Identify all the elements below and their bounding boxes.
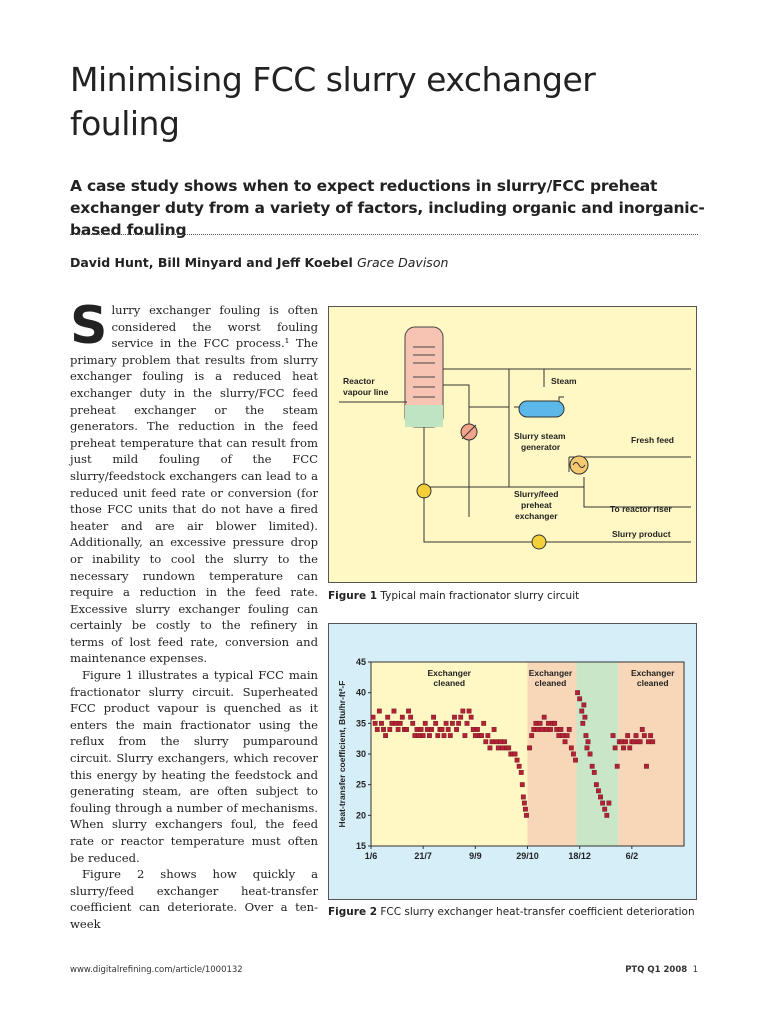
data-point xyxy=(590,764,594,768)
data-point xyxy=(540,727,544,731)
data-point xyxy=(571,752,575,756)
fractionator-liquid xyxy=(405,405,443,427)
data-point xyxy=(492,727,496,731)
data-point xyxy=(471,727,475,731)
data-point xyxy=(611,733,615,737)
pump-icon xyxy=(532,535,546,549)
data-point xyxy=(454,727,458,731)
data-point xyxy=(577,697,581,701)
data-point xyxy=(436,733,440,737)
data-point xyxy=(644,764,648,768)
data-point xyxy=(486,733,490,737)
data-point xyxy=(519,770,523,774)
data-point xyxy=(446,727,450,731)
data-point xyxy=(619,740,623,744)
data-point xyxy=(381,727,385,731)
data-point xyxy=(534,721,538,725)
annotation-exchanger-cleaned: Exchanger xyxy=(427,668,471,678)
data-point xyxy=(573,758,577,762)
annotation-exchanger-cleaned: cleaned xyxy=(534,678,567,688)
x-tick-label: 21/7 xyxy=(414,851,432,861)
data-point xyxy=(406,709,410,713)
data-point xyxy=(584,733,588,737)
data-point xyxy=(473,733,477,737)
affiliation: Grace Davison xyxy=(357,255,449,270)
data-point xyxy=(581,721,585,725)
data-point xyxy=(623,740,627,744)
label-preheat: preheat xyxy=(521,500,552,510)
annotation-exchanger-cleaned: cleaned xyxy=(636,678,669,688)
data-point xyxy=(463,733,467,737)
data-point xyxy=(548,727,552,731)
data-point xyxy=(404,727,408,731)
data-point xyxy=(396,727,400,731)
annotation-exchanger-cleaned: Exchanger xyxy=(528,668,573,678)
data-point xyxy=(467,709,471,713)
steam-generator-icon xyxy=(519,401,564,417)
shaded-region xyxy=(577,662,619,846)
divider xyxy=(70,234,698,235)
data-point xyxy=(415,727,419,731)
data-point xyxy=(379,721,383,725)
data-point xyxy=(646,740,650,744)
data-point xyxy=(417,733,421,737)
data-point xyxy=(536,727,540,731)
data-point xyxy=(632,740,636,744)
label-fresh-feed: Fresh feed xyxy=(631,435,674,445)
data-point xyxy=(575,690,579,694)
data-point xyxy=(481,721,485,725)
data-point xyxy=(385,715,389,719)
data-point xyxy=(515,758,519,762)
heat-transfer-chart xyxy=(329,624,696,899)
x-tick-label: 1/6 xyxy=(364,851,378,861)
data-point xyxy=(532,727,536,731)
data-point xyxy=(479,733,483,737)
data-point xyxy=(642,733,646,737)
data-point xyxy=(521,795,525,799)
data-point xyxy=(494,740,498,744)
data-point xyxy=(605,813,609,817)
data-point xyxy=(371,715,375,719)
data-point xyxy=(425,727,429,731)
authors: David Hunt, Bill Minyard and Jeff Koebel xyxy=(70,255,353,270)
data-point xyxy=(592,770,596,774)
data-point xyxy=(513,752,517,756)
paragraph-1: Slurry exchanger fouling is often considered the worst fouling service in the FCC process.¹ The primary problem that results from slurry exchanger fouling is a reduced heat exchanger duty in the slurry/FCC feed preheat exchanger or the steam generators. The reduction in the feed preheat temperature that can result from just mild fouling of the FCC slurry/feedstock exchangers can lead to a reduced unit feed rate or conversion (for those FCC units that do not have a fired heater and are air blower limited). Additionally, an excessive pressure drop or inability to cool the slurry to the necessary rundown temperature can require a reduction in the feed rate. Excessive slurry exchanger fouling can certainly be costly to the refinery in terms of lost feed rate, conversion and maintenance expenses. xyxy=(70,296,318,666)
data-point xyxy=(542,715,546,719)
data-point xyxy=(465,721,469,725)
author-line xyxy=(70,255,448,270)
data-point xyxy=(452,715,456,719)
data-point xyxy=(546,721,550,725)
y-tick-label: 30 xyxy=(355,749,366,759)
data-point xyxy=(628,746,632,750)
data-point xyxy=(388,727,392,731)
figure-2-caption: Figure 2 FCC slurry exchanger heat-transfer coefficient deterioration xyxy=(328,906,695,918)
data-point xyxy=(567,727,571,731)
data-point xyxy=(613,746,617,750)
data-point xyxy=(373,721,377,725)
y-tick-label: 40 xyxy=(355,687,366,698)
data-point xyxy=(413,733,417,737)
data-point xyxy=(421,733,425,737)
data-point xyxy=(555,727,559,731)
data-point xyxy=(569,746,573,750)
x-tick-label: 9/9 xyxy=(469,851,482,861)
data-point xyxy=(456,721,460,725)
data-point xyxy=(634,733,638,737)
data-point xyxy=(444,721,448,725)
x-tick-label: 6/2 xyxy=(625,851,639,861)
data-point xyxy=(423,721,427,725)
data-point xyxy=(596,789,600,793)
data-point xyxy=(408,715,412,719)
article-body xyxy=(70,296,318,933)
paragraph-3: Figure 2 shows how quickly a slurry/feed exchanger heat-transfer coefficient can deteriorate. Over a ten-week xyxy=(70,867,318,931)
data-point xyxy=(600,801,604,805)
data-point xyxy=(475,727,479,731)
y-axis-label: Heat-transfer coefficient, Btu/hr-ft²-F xyxy=(337,680,347,828)
data-point xyxy=(427,733,431,737)
label-reactor: Reactor xyxy=(343,376,375,386)
data-point xyxy=(561,733,565,737)
data-point xyxy=(419,727,423,731)
data-point xyxy=(563,740,567,744)
data-point xyxy=(582,703,586,707)
data-point xyxy=(648,733,652,737)
data-point xyxy=(431,715,435,719)
data-point xyxy=(588,752,592,756)
label-slurry-steam: Slurry steam xyxy=(514,431,566,441)
y-tick-label: 25 xyxy=(355,779,366,790)
data-point xyxy=(557,733,561,737)
article-title: Minimising FCC slurry exchanger fouling xyxy=(70,60,596,143)
data-point xyxy=(490,740,494,744)
data-point xyxy=(527,746,531,750)
data-point xyxy=(529,733,533,737)
data-point xyxy=(461,709,465,713)
data-point xyxy=(507,746,511,750)
data-point xyxy=(524,813,528,817)
x-tick-label: 29/10 xyxy=(516,851,539,861)
figure-1-caption: Figure 1 Typical main fractionator slurry circuit xyxy=(328,590,580,602)
shaded-region xyxy=(618,662,684,846)
article-subtitle: A case study shows when to expect reductions in slurry/FCC preheat exchanger duty from a variety of factors, including organic and inorganic-based fouling xyxy=(70,177,705,239)
data-point xyxy=(433,721,437,725)
label-to-reactor-riser: To reactor riser xyxy=(610,504,672,514)
label-slurry-product: Slurry product xyxy=(612,529,671,539)
data-point xyxy=(392,709,396,713)
data-point xyxy=(411,721,415,725)
data-point xyxy=(598,795,602,799)
annotation-exchanger-cleaned: cleaned xyxy=(433,678,466,688)
data-point xyxy=(500,746,504,750)
footer-url[interactable]: www.digitalrefining.com/article/1000132 xyxy=(70,965,243,975)
data-point xyxy=(484,740,488,744)
y-tick-label: 45 xyxy=(355,657,366,667)
data-point xyxy=(394,721,398,725)
figure-2-chart xyxy=(328,623,697,900)
label-slurry-feed: Slurry/feed xyxy=(514,489,559,499)
data-point xyxy=(640,727,644,731)
y-tick-label: 20 xyxy=(355,810,366,821)
data-point xyxy=(469,715,473,719)
footer-issue: PTQ Q1 2008 1 xyxy=(625,965,698,975)
data-point xyxy=(607,801,611,805)
data-point xyxy=(517,764,521,768)
pump-icon xyxy=(417,484,431,498)
data-point xyxy=(398,721,402,725)
label-vapour-line: vapour line xyxy=(343,387,389,397)
data-point xyxy=(400,715,404,719)
data-point xyxy=(498,740,502,744)
data-point xyxy=(638,740,642,744)
x-tick-label: 18/12 xyxy=(568,851,591,861)
data-point xyxy=(502,740,506,744)
data-point xyxy=(621,746,625,750)
data-point xyxy=(580,709,584,713)
drop-cap: S xyxy=(70,296,108,356)
data-point xyxy=(625,733,629,737)
data-point xyxy=(538,721,542,725)
data-point xyxy=(559,727,563,731)
slurry-circuit-diagram xyxy=(329,307,696,582)
annotation-exchanger-cleaned: Exchanger xyxy=(630,668,675,678)
data-point xyxy=(377,709,381,713)
data-point xyxy=(459,715,463,719)
data-point xyxy=(523,807,527,811)
data-point xyxy=(442,733,446,737)
data-point xyxy=(520,782,524,786)
data-point xyxy=(586,740,590,744)
y-tick-label: 35 xyxy=(355,718,366,729)
data-point xyxy=(496,746,500,750)
label-generator: generator xyxy=(521,442,561,452)
label-steam: Steam xyxy=(551,376,577,386)
data-point xyxy=(544,727,548,731)
data-point xyxy=(390,721,394,725)
data-point xyxy=(522,801,526,805)
data-point xyxy=(429,727,433,731)
data-point xyxy=(603,807,607,811)
data-point xyxy=(375,727,379,731)
shaded-region xyxy=(528,662,577,846)
data-point xyxy=(615,764,619,768)
data-point xyxy=(450,721,454,725)
data-point xyxy=(488,746,492,750)
data-point xyxy=(552,721,556,725)
paragraph-2: Figure 1 illustrates a typical FCC main fractionator slurry circuit. Superheated FCC product vapour is quenched as it enters the main fractionator using the reflux from the slurry pumparound circuit. Slurry exchangers, which recover this energy by heating the feedstock and generating steam, are often subject to fouling through a number of mechanisms. When slurry exchangers foul, the feed rate or reactor temperature must often be reduced. xyxy=(70,668,318,865)
data-point xyxy=(583,715,587,719)
y-tick-label: 15 xyxy=(355,841,366,851)
data-point xyxy=(440,727,444,731)
data-point xyxy=(651,740,655,744)
data-point xyxy=(565,733,569,737)
figure-1-diagram xyxy=(328,306,697,583)
data-point xyxy=(383,733,387,737)
data-point xyxy=(448,733,452,737)
label-exchanger: exchanger xyxy=(515,511,558,521)
data-point xyxy=(594,782,598,786)
data-point xyxy=(585,746,589,750)
